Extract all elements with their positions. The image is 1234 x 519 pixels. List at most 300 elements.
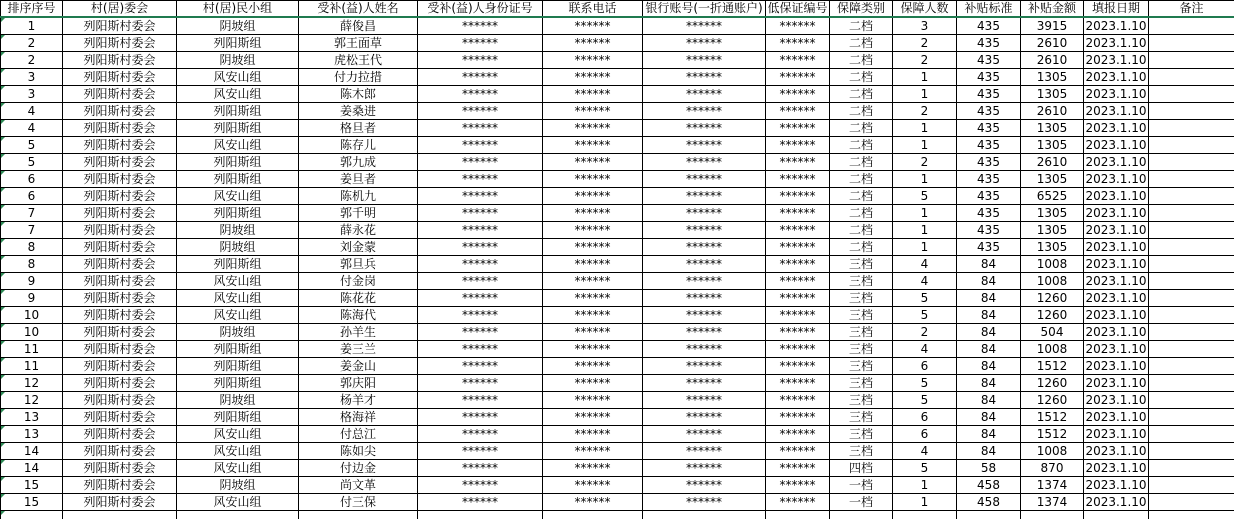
cell-village-group[interactable]: 阴坡组 [177, 222, 299, 239]
cell-category[interactable]: 二档 [830, 222, 893, 239]
cell-id-number[interactable]: ****** [418, 120, 543, 137]
cell-remark[interactable] [1149, 307, 1234, 324]
cell-id-number[interactable]: ****** [418, 375, 543, 392]
cell-seq[interactable]: 14 [1, 460, 63, 477]
cell-phone[interactable]: ****** [543, 477, 643, 494]
cell-standard[interactable]: 435 [957, 17, 1021, 35]
cell-bank-account[interactable]: ****** [643, 17, 766, 35]
cell-remark[interactable] [1149, 426, 1234, 443]
cell-bank-account[interactable]: ****** [643, 341, 766, 358]
cell-phone[interactable]: ****** [543, 171, 643, 188]
cell-village-committee[interactable]: 列阳斯村委会 [63, 17, 177, 35]
cell-amount[interactable]: 1305 [1021, 239, 1084, 256]
cell-village-committee[interactable]: 列阳斯村委会 [63, 409, 177, 426]
cell-dibao-number[interactable]: ****** [766, 341, 830, 358]
cell-remark[interactable] [1149, 273, 1234, 290]
cell-phone[interactable]: ****** [543, 86, 643, 103]
cell-phone[interactable]: ****** [543, 222, 643, 239]
cell-category[interactable]: 三档 [830, 443, 893, 460]
cell-amount[interactable]: 2610 [1021, 154, 1084, 171]
cell-standard[interactable]: 84 [957, 409, 1021, 426]
cell-date[interactable]: 2023.1.10 [1084, 256, 1149, 273]
cell-village-committee[interactable]: 列阳斯村委会 [63, 52, 177, 69]
cell-date[interactable]: 2023.1.10 [1084, 290, 1149, 307]
cell-village-group[interactable]: 阴坡组 [177, 392, 299, 409]
cell-beneficiary-name[interactable]: 姜三兰 [299, 341, 418, 358]
cell-seq[interactable]: 3 [1, 86, 63, 103]
cell-village-committee[interactable]: 列阳斯村委会 [63, 443, 177, 460]
cell-remark[interactable] [1149, 171, 1234, 188]
cell-bank-account[interactable]: ****** [643, 273, 766, 290]
cell-dibao-number[interactable]: ****** [766, 443, 830, 460]
cell-village-committee[interactable]: 列阳斯村委会 [63, 69, 177, 86]
cell-phone[interactable]: ****** [543, 69, 643, 86]
cell-standard[interactable]: 84 [957, 307, 1021, 324]
cell-date[interactable]: 2023.1.10 [1084, 494, 1149, 511]
cell-dibao-number[interactable]: ****** [766, 307, 830, 324]
cell-people-count[interactable]: 1 [893, 120, 957, 137]
cell-amount[interactable]: 1260 [1021, 392, 1084, 409]
cell-bank-account[interactable]: ****** [643, 205, 766, 222]
cell-village-committee[interactable]: 列阳斯村委会 [63, 154, 177, 171]
cell-remark[interactable] [1149, 35, 1234, 52]
empty-cell[interactable] [766, 511, 830, 519]
cell-village-committee[interactable]: 列阳斯村委会 [63, 35, 177, 52]
cell-standard[interactable]: 435 [957, 120, 1021, 137]
cell-amount[interactable]: 1305 [1021, 222, 1084, 239]
cell-bank-account[interactable]: ****** [643, 154, 766, 171]
cell-phone[interactable]: ****** [543, 307, 643, 324]
cell-beneficiary-name[interactable]: 虎松王代 [299, 52, 418, 69]
cell-date[interactable]: 2023.1.10 [1084, 239, 1149, 256]
cell-seq[interactable]: 6 [1, 171, 63, 188]
cell-village-committee[interactable]: 列阳斯村委会 [63, 137, 177, 154]
cell-remark[interactable] [1149, 443, 1234, 460]
cell-amount[interactable]: 1260 [1021, 375, 1084, 392]
cell-village-group[interactable]: 阴坡组 [177, 477, 299, 494]
cell-village-committee[interactable]: 列阳斯村委会 [63, 307, 177, 324]
cell-phone[interactable]: ****** [543, 375, 643, 392]
cell-id-number[interactable]: ****** [418, 17, 543, 35]
cell-standard[interactable]: 435 [957, 137, 1021, 154]
cell-standard[interactable]: 84 [957, 256, 1021, 273]
empty-cell[interactable] [643, 511, 766, 519]
cell-category[interactable]: 二档 [830, 52, 893, 69]
cell-phone[interactable]: ****** [543, 239, 643, 256]
cell-people-count[interactable]: 5 [893, 375, 957, 392]
cell-beneficiary-name[interactable]: 付边金 [299, 460, 418, 477]
empty-cell[interactable] [830, 511, 893, 519]
cell-id-number[interactable]: ****** [418, 188, 543, 205]
cell-amount[interactable]: 1305 [1021, 171, 1084, 188]
cell-bank-account[interactable]: ****** [643, 494, 766, 511]
cell-id-number[interactable]: ****** [418, 69, 543, 86]
cell-remark[interactable] [1149, 205, 1234, 222]
cell-village-group[interactable]: 列阳斯组 [177, 120, 299, 137]
cell-standard[interactable]: 435 [957, 239, 1021, 256]
cell-bank-account[interactable]: ****** [643, 426, 766, 443]
cell-village-committee[interactable]: 列阳斯村委会 [63, 392, 177, 409]
cell-village-committee[interactable]: 列阳斯村委会 [63, 358, 177, 375]
cell-dibao-number[interactable]: ****** [766, 103, 830, 120]
cell-amount[interactable]: 1008 [1021, 273, 1084, 290]
cell-bank-account[interactable]: ****** [643, 239, 766, 256]
cell-id-number[interactable]: ****** [418, 426, 543, 443]
cell-remark[interactable] [1149, 69, 1234, 86]
cell-id-number[interactable]: ****** [418, 256, 543, 273]
cell-seq[interactable]: 4 [1, 103, 63, 120]
cell-dibao-number[interactable]: ****** [766, 120, 830, 137]
cell-id-number[interactable]: ****** [418, 205, 543, 222]
cell-phone[interactable]: ****** [543, 17, 643, 35]
cell-amount[interactable]: 2610 [1021, 52, 1084, 69]
cell-phone[interactable]: ****** [543, 205, 643, 222]
cell-beneficiary-name[interactable]: 陈机九 [299, 188, 418, 205]
cell-standard[interactable]: 84 [957, 290, 1021, 307]
cell-standard[interactable]: 84 [957, 426, 1021, 443]
cell-id-number[interactable]: ****** [418, 86, 543, 103]
cell-beneficiary-name[interactable]: 姜金山 [299, 358, 418, 375]
cell-beneficiary-name[interactable]: 格旦者 [299, 120, 418, 137]
cell-category[interactable]: 三档 [830, 358, 893, 375]
cell-amount[interactable]: 1260 [1021, 290, 1084, 307]
cell-seq[interactable]: 10 [1, 324, 63, 341]
empty-cell[interactable] [543, 511, 643, 519]
cell-category[interactable]: 一档 [830, 477, 893, 494]
cell-remark[interactable] [1149, 17, 1234, 35]
cell-bank-account[interactable]: ****** [643, 222, 766, 239]
cell-date[interactable]: 2023.1.10 [1084, 17, 1149, 35]
cell-village-group[interactable]: 风安山组 [177, 86, 299, 103]
cell-beneficiary-name[interactable]: 姜桑进 [299, 103, 418, 120]
cell-village-group[interactable]: 列阳斯组 [177, 205, 299, 222]
header-village-group[interactable]: 村(居)民小组 [177, 1, 299, 18]
cell-village-group[interactable]: 风安山组 [177, 137, 299, 154]
cell-village-group[interactable]: 风安山组 [177, 460, 299, 477]
cell-phone[interactable]: ****** [543, 137, 643, 154]
header-seq[interactable]: 排序序号 [1, 1, 63, 18]
cell-bank-account[interactable]: ****** [643, 256, 766, 273]
cell-phone[interactable]: ****** [543, 358, 643, 375]
cell-category[interactable]: 二档 [830, 86, 893, 103]
cell-beneficiary-name[interactable]: 郭王面草 [299, 35, 418, 52]
header-standard[interactable]: 补贴标准 [957, 1, 1021, 18]
cell-people-count[interactable]: 5 [893, 460, 957, 477]
cell-phone[interactable]: ****** [543, 392, 643, 409]
cell-dibao-number[interactable]: ****** [766, 494, 830, 511]
cell-id-number[interactable]: ****** [418, 358, 543, 375]
cell-standard[interactable]: 458 [957, 494, 1021, 511]
cell-category[interactable]: 二档 [830, 188, 893, 205]
cell-id-number[interactable]: ****** [418, 409, 543, 426]
cell-amount[interactable]: 1305 [1021, 137, 1084, 154]
cell-beneficiary-name[interactable]: 付力拉措 [299, 69, 418, 86]
cell-village-committee[interactable]: 列阳斯村委会 [63, 324, 177, 341]
cell-people-count[interactable]: 5 [893, 392, 957, 409]
cell-date[interactable]: 2023.1.10 [1084, 171, 1149, 188]
cell-standard[interactable]: 435 [957, 86, 1021, 103]
cell-standard[interactable]: 84 [957, 341, 1021, 358]
cell-village-group[interactable]: 列阳斯组 [177, 103, 299, 120]
cell-dibao-number[interactable]: ****** [766, 69, 830, 86]
cell-standard[interactable]: 84 [957, 375, 1021, 392]
cell-category[interactable]: 三档 [830, 375, 893, 392]
cell-beneficiary-name[interactable]: 薛俊昌 [299, 17, 418, 35]
cell-date[interactable]: 2023.1.10 [1084, 120, 1149, 137]
cell-seq[interactable]: 1 [1, 17, 63, 35]
cell-people-count[interactable]: 5 [893, 188, 957, 205]
header-category[interactable]: 保障类别 [830, 1, 893, 18]
cell-village-group[interactable]: 列阳斯组 [177, 35, 299, 52]
cell-seq[interactable]: 14 [1, 443, 63, 460]
cell-remark[interactable] [1149, 460, 1234, 477]
cell-beneficiary-name[interactable]: 格海祥 [299, 409, 418, 426]
cell-category[interactable]: 二档 [830, 120, 893, 137]
cell-date[interactable]: 2023.1.10 [1084, 205, 1149, 222]
cell-category[interactable]: 三档 [830, 426, 893, 443]
cell-seq[interactable]: 2 [1, 52, 63, 69]
cell-amount[interactable]: 1008 [1021, 341, 1084, 358]
cell-dibao-number[interactable]: ****** [766, 17, 830, 35]
cell-seq[interactable]: 2 [1, 35, 63, 52]
cell-category[interactable]: 二档 [830, 171, 893, 188]
cell-category[interactable]: 二档 [830, 154, 893, 171]
cell-category[interactable]: 三档 [830, 273, 893, 290]
cell-seq[interactable]: 4 [1, 120, 63, 137]
cell-village-group[interactable]: 列阳斯组 [177, 341, 299, 358]
cell-category[interactable]: 三档 [830, 341, 893, 358]
cell-bank-account[interactable]: ****** [643, 375, 766, 392]
cell-beneficiary-name[interactable]: 尚文革 [299, 477, 418, 494]
cell-remark[interactable] [1149, 409, 1234, 426]
cell-people-count[interactable]: 4 [893, 341, 957, 358]
cell-category[interactable]: 二档 [830, 239, 893, 256]
cell-dibao-number[interactable]: ****** [766, 375, 830, 392]
empty-cell[interactable] [299, 511, 418, 519]
cell-phone[interactable]: ****** [543, 120, 643, 137]
cell-remark[interactable] [1149, 103, 1234, 120]
cell-category[interactable]: 四档 [830, 460, 893, 477]
cell-people-count[interactable]: 4 [893, 443, 957, 460]
cell-category[interactable]: 三档 [830, 307, 893, 324]
cell-id-number[interactable]: ****** [418, 52, 543, 69]
cell-date[interactable]: 2023.1.10 [1084, 392, 1149, 409]
cell-seq[interactable]: 8 [1, 256, 63, 273]
cell-dibao-number[interactable]: ****** [766, 205, 830, 222]
cell-standard[interactable]: 458 [957, 477, 1021, 494]
empty-cell[interactable] [418, 511, 543, 519]
cell-id-number[interactable]: ****** [418, 494, 543, 511]
cell-amount[interactable]: 1305 [1021, 86, 1084, 103]
cell-id-number[interactable]: ****** [418, 35, 543, 52]
cell-amount[interactable]: 1008 [1021, 256, 1084, 273]
cell-people-count[interactable]: 1 [893, 494, 957, 511]
cell-amount[interactable]: 1008 [1021, 443, 1084, 460]
cell-village-group[interactable]: 列阳斯组 [177, 409, 299, 426]
cell-people-count[interactable]: 2 [893, 324, 957, 341]
cell-people-count[interactable]: 1 [893, 69, 957, 86]
cell-village-group[interactable]: 风安山组 [177, 494, 299, 511]
cell-bank-account[interactable]: ****** [643, 290, 766, 307]
cell-dibao-number[interactable]: ****** [766, 154, 830, 171]
cell-village-group[interactable]: 列阳斯组 [177, 358, 299, 375]
cell-amount[interactable]: 1512 [1021, 409, 1084, 426]
cell-bank-account[interactable]: ****** [643, 392, 766, 409]
cell-seq[interactable]: 8 [1, 239, 63, 256]
cell-standard[interactable]: 84 [957, 392, 1021, 409]
cell-bank-account[interactable]: ****** [643, 188, 766, 205]
cell-date[interactable]: 2023.1.10 [1084, 477, 1149, 494]
header-dibao-number[interactable]: 低保证编号 [766, 1, 830, 18]
cell-beneficiary-name[interactable]: 陈花花 [299, 290, 418, 307]
cell-bank-account[interactable]: ****** [643, 307, 766, 324]
cell-phone[interactable]: ****** [543, 35, 643, 52]
empty-cell[interactable] [893, 511, 957, 519]
cell-remark[interactable] [1149, 52, 1234, 69]
cell-village-committee[interactable]: 列阳斯村委会 [63, 290, 177, 307]
cell-phone[interactable]: ****** [543, 443, 643, 460]
cell-date[interactable]: 2023.1.10 [1084, 69, 1149, 86]
cell-beneficiary-name[interactable]: 陈如尖 [299, 443, 418, 460]
cell-date[interactable]: 2023.1.10 [1084, 358, 1149, 375]
cell-dibao-number[interactable]: ****** [766, 52, 830, 69]
cell-people-count[interactable]: 5 [893, 290, 957, 307]
cell-dibao-number[interactable]: ****** [766, 188, 830, 205]
cell-people-count[interactable]: 1 [893, 239, 957, 256]
cell-phone[interactable]: ****** [543, 154, 643, 171]
cell-id-number[interactable]: ****** [418, 273, 543, 290]
cell-village-committee[interactable]: 列阳斯村委会 [63, 120, 177, 137]
cell-village-committee[interactable]: 列阳斯村委会 [63, 375, 177, 392]
cell-amount[interactable]: 870 [1021, 460, 1084, 477]
cell-people-count[interactable]: 2 [893, 103, 957, 120]
cell-standard[interactable]: 435 [957, 222, 1021, 239]
cell-seq[interactable]: 9 [1, 290, 63, 307]
cell-seq[interactable]: 6 [1, 188, 63, 205]
header-remark[interactable]: 备注 [1149, 1, 1234, 18]
cell-village-committee[interactable]: 列阳斯村委会 [63, 273, 177, 290]
cell-seq[interactable]: 5 [1, 154, 63, 171]
cell-people-count[interactable]: 1 [893, 137, 957, 154]
cell-village-group[interactable]: 风安山组 [177, 273, 299, 290]
cell-dibao-number[interactable]: ****** [766, 290, 830, 307]
header-amount[interactable]: 补贴金额 [1021, 1, 1084, 18]
cell-date[interactable]: 2023.1.10 [1084, 222, 1149, 239]
cell-village-group[interactable]: 列阳斯组 [177, 171, 299, 188]
cell-id-number[interactable]: ****** [418, 324, 543, 341]
cell-phone[interactable]: ****** [543, 273, 643, 290]
cell-date[interactable]: 2023.1.10 [1084, 137, 1149, 154]
cell-dibao-number[interactable]: ****** [766, 426, 830, 443]
cell-village-group[interactable]: 风安山组 [177, 307, 299, 324]
cell-people-count[interactable]: 1 [893, 171, 957, 188]
cell-bank-account[interactable]: ****** [643, 477, 766, 494]
cell-seq[interactable]: 12 [1, 375, 63, 392]
cell-bank-account[interactable]: ****** [643, 171, 766, 188]
cell-remark[interactable] [1149, 341, 1234, 358]
cell-beneficiary-name[interactable]: 郭旦兵 [299, 256, 418, 273]
cell-remark[interactable] [1149, 86, 1234, 103]
cell-village-group[interactable]: 列阳斯组 [177, 375, 299, 392]
header-beneficiary-name[interactable]: 受补(益)人姓名 [299, 1, 418, 18]
cell-seq[interactable]: 5 [1, 137, 63, 154]
cell-category[interactable]: 二档 [830, 137, 893, 154]
cell-amount[interactable]: 1512 [1021, 358, 1084, 375]
cell-id-number[interactable]: ****** [418, 103, 543, 120]
cell-remark[interactable] [1149, 239, 1234, 256]
cell-standard[interactable]: 435 [957, 171, 1021, 188]
cell-category[interactable]: 一档 [830, 494, 893, 511]
cell-remark[interactable] [1149, 154, 1234, 171]
cell-dibao-number[interactable]: ****** [766, 35, 830, 52]
cell-id-number[interactable]: ****** [418, 307, 543, 324]
cell-beneficiary-name[interactable]: 付金岗 [299, 273, 418, 290]
cell-seq[interactable]: 15 [1, 494, 63, 511]
cell-people-count[interactable]: 4 [893, 256, 957, 273]
cell-phone[interactable]: ****** [543, 324, 643, 341]
cell-bank-account[interactable]: ****** [643, 409, 766, 426]
cell-id-number[interactable]: ****** [418, 154, 543, 171]
cell-village-committee[interactable]: 列阳斯村委会 [63, 103, 177, 120]
cell-date[interactable]: 2023.1.10 [1084, 324, 1149, 341]
cell-remark[interactable] [1149, 222, 1234, 239]
cell-amount[interactable]: 1305 [1021, 69, 1084, 86]
cell-bank-account[interactable]: ****** [643, 86, 766, 103]
cell-standard[interactable]: 435 [957, 103, 1021, 120]
header-bank-account[interactable]: 银行账号(一折通账户) [643, 1, 766, 18]
cell-phone[interactable]: ****** [543, 426, 643, 443]
cell-phone[interactable]: ****** [543, 52, 643, 69]
cell-category[interactable]: 二档 [830, 35, 893, 52]
cell-remark[interactable] [1149, 120, 1234, 137]
cell-date[interactable]: 2023.1.10 [1084, 341, 1149, 358]
header-phone[interactable]: 联系电话 [543, 1, 643, 18]
cell-bank-account[interactable]: ****** [643, 35, 766, 52]
cell-amount[interactable]: 1305 [1021, 205, 1084, 222]
cell-date[interactable]: 2023.1.10 [1084, 443, 1149, 460]
empty-cell[interactable] [63, 511, 177, 519]
cell-standard[interactable]: 84 [957, 273, 1021, 290]
cell-date[interactable]: 2023.1.10 [1084, 86, 1149, 103]
cell-seq[interactable]: 7 [1, 205, 63, 222]
cell-standard[interactable]: 435 [957, 35, 1021, 52]
cell-village-committee[interactable]: 列阳斯村委会 [63, 256, 177, 273]
cell-village-committee[interactable]: 列阳斯村委会 [63, 460, 177, 477]
cell-beneficiary-name[interactable]: 刘金蒙 [299, 239, 418, 256]
cell-bank-account[interactable]: ****** [643, 324, 766, 341]
cell-bank-account[interactable]: ****** [643, 358, 766, 375]
cell-amount[interactable]: 6525 [1021, 188, 1084, 205]
header-village-committee[interactable]: 村(居)委会 [63, 1, 177, 18]
cell-bank-account[interactable]: ****** [643, 120, 766, 137]
cell-date[interactable]: 2023.1.10 [1084, 188, 1149, 205]
cell-amount[interactable]: 1512 [1021, 426, 1084, 443]
cell-beneficiary-name[interactable]: 郭九成 [299, 154, 418, 171]
cell-seq[interactable]: 9 [1, 273, 63, 290]
cell-category[interactable]: 二档 [830, 69, 893, 86]
header-people-count[interactable]: 保障人数 [893, 1, 957, 18]
cell-seq[interactable]: 13 [1, 409, 63, 426]
cell-category[interactable]: 三档 [830, 324, 893, 341]
cell-remark[interactable] [1149, 324, 1234, 341]
cell-beneficiary-name[interactable]: 杨羊才 [299, 392, 418, 409]
cell-people-count[interactable]: 6 [893, 409, 957, 426]
cell-bank-account[interactable]: ****** [643, 460, 766, 477]
cell-people-count[interactable]: 1 [893, 205, 957, 222]
cell-date[interactable]: 2023.1.10 [1084, 409, 1149, 426]
cell-standard[interactable]: 435 [957, 69, 1021, 86]
cell-seq[interactable]: 7 [1, 222, 63, 239]
